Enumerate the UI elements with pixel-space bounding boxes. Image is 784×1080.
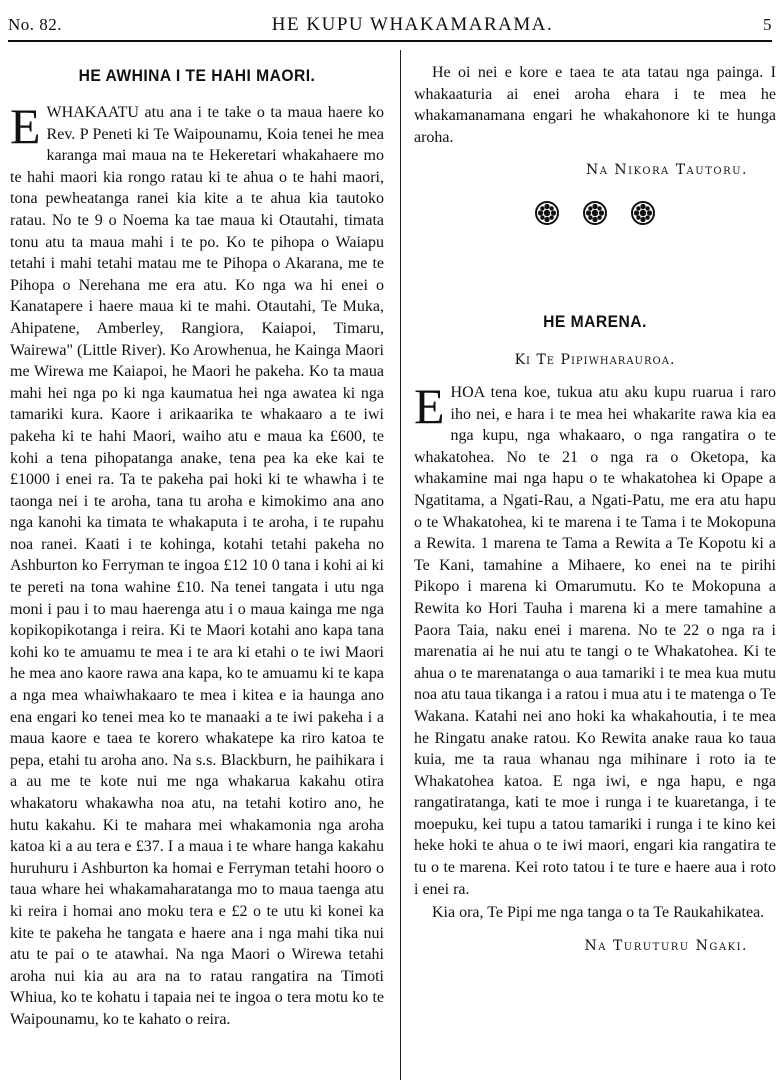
article-two-heading: HE MARENA. [543, 312, 647, 331]
flower-ornament-icon [582, 200, 608, 226]
right-column-bottom [414, 312, 776, 954]
publication-title: HE KUPU WHAKAMARAMA. [271, 14, 554, 35]
issue-number: No. 82. [8, 15, 63, 34]
right-column-top [414, 62, 776, 238]
article-one-body: EWHAKAATU atu ana i te take o ta maua haere ko Rev. P Peneti ki Te Waipounamu, Koia tenei he mea karanga mai maua na te Hekeretari whakahaere mo te hahi maori kia rongo ratau ki te ahua o te hahi maori, tona pewheatanga ranei kia kite a te ahua kia tautoko ratau. No te 9 o Noema ka tae maua ki Otautahi, timata tonu atu ta maua mahi i te po. Ko te pihopa o Waiapu tetahi i mahi tetahi matau me te Pihopa o Akarana, me te Pihopa o Nerehana me era atu. Ko nga wa hi enei o Kanatapere i haere maua ki te mahi. Otautahi, Te Muka, Ahipatene, Amberley, Rangiora, Kaiapoi, Timaru, Wairewa" (Little River). Ko Arowhenua, he Kainga Maori me Wirewa me Kaiapoi, he Maori he pakeha. Ko ta maua mahi hei nga po ki nga kaumatua hei nga awatea ki nga tamariki kura. Kaore i arikaarika te whakaaro a te iwi pakeha ki te hahi Maori, waiho atu e maua ka £600, te kohi a tena pihopatanga anake, tena pea ka eke kai te £1000 i enei ra. Ta te pakeha pai hoki ki te whawha i te taonga nei i te aroha, tana tu aroha e kimokimo ana ano nga kanohi ka timata te whakaputa i te aroha, i te rupahu noa ranei. Kaati i te kohinga, kotahi tetahi pakeha no Ashburton ko Ferryman te ingoa £12 10 0 tana i kohi ai ki te pereti na tona wahine £10. Na tenei tangata i utu nga moni i pau i to mau haerenga atu i o maua kainga me nga kopikopikotanga i reira. Ki te Maori kotahi ano kapa tana kohi ko te amuamu te mea i te ara ki etahi o te iwi Maori he mea ano kaore rawa ana kapa, ko te amuamu ki te kapa a nga mea whaiwhakaaro te mea i kitea e ia haunga ano ena engari ko tenei mea ko te manaaki a te iwi pakeha i a maua kaore e taea te korero whakatepe ka riro katoa te pepa, etahi tu aroha ano. Na s.s. Blackburn, he paihikara i a au me te kote nui me nga whakarua kakahu otira whakatoru whakawha noa atu, na tetahi kotiro ano, he hutu kakahu. Ki te mahara mei whakamonia nga aroha katoa ki a au tera e £37. I a maua i te whare hanga kakahu huruhuru i Ashburton ka homai e Ferryman tetahi hooro o taua whare hei whakamaharatanga mo to maua taenga atu ki reira i homai ano moku tera e £2 o te utu ki konei ka kite te pakeha he tangata e haere ana i nga mahi tika nui atu te pai o te atawhai. Na nga Maori o Wirewa tetahi aroha nui kia au ara na to ratau rangatira na Timoti Whiua, ko te kohatu i tapaia nei te ingoa o tera motu ko te Waipounamu, ko te kahato o reira. [10, 98, 384, 1028]
article-one-body-continued: He oi nei e kore e taea te ata tatau nga painga. I whakaaturia ai enei aroha ehara i te mea he whakamanamana engari he whakahonore ki te hunga aroha. [414, 64, 776, 146]
article-two-body: EHOA tena koe, tukua atu aku kupu ruarua i raro iho nei, e hara i te mea hei whakarite rawa kia ea nga kupu, nga whakaaro, o nga rangatira o te whakatohea. No te 21 o nga ra o Oketopa, ka whakamine mai nga hapu o te whakatohea ki Opape a Ngatitama, a Ngati-Rau, a Ngati-Patu, me era atu hapu o te Whakatohea, ki te marena i te Tama i te Mokopuna a Rewita. 1 marena te Tama a Rewita a Te Kopotu ki a Te Kani, tamahine a Mihaere, ko enei na te pirihi Pikopo i marena ki Omarumutu. Ko te Mokopuna a Rewita ko Hori Tauha i marena ki a mere tamahine a Paora Taia, naku enei i marena. No te 22 o nga ra i marenatia ai he nui atu te tangi o te Whakatohea. Ki te ahua o te marenatanga o aua tamariki i te mea kua mutu noa atu taua tikanga i a ratou i mua atu i te matenga o Te Wakana. Katahi nei ano hoki ka whakahoutia, i te mea he Ringatu anake ratou. Ko Rewita anake raua ko taua kuia, me ta raua whanau nga mihinare i roto ia te Whakatohea katoa. E nga iwi, e nga hapu, e nga rangatiratanga, kati te moe i runga i te kuaretanga, i te moepuku, kei tupu a tatou tamariki i runga i te kino kei heke hoki te ahua o te iwi maori, engari kia rangatira te tu o te marena. Kei roto tatou i te ture e haere aua i roto i enei ra. [414, 378, 777, 898]
left-column [10, 56, 384, 1031]
page-number: 5 [762, 15, 772, 34]
ornament-row [414, 188, 776, 238]
article-one-heading: HE AWHINA I TE HAHI MAORI. [78, 66, 316, 85]
running-head [8, 14, 772, 40]
header-rule [8, 40, 772, 42]
article-two-closing: Kia ora, Te Pipi me nga tanga o ta Te Raukahikatea. [432, 904, 765, 922]
flower-ornament-icon [630, 200, 656, 226]
article-two-signature: Na Turuturu Ngaki. [584, 937, 748, 954]
article-two-subheading: Ki Te Pipiwharauroa. [514, 352, 676, 368]
flower-ornament-icon [534, 200, 560, 226]
article-one-signature: Na Nikora Tautoru. [586, 162, 748, 179]
column-divider [400, 50, 401, 1080]
